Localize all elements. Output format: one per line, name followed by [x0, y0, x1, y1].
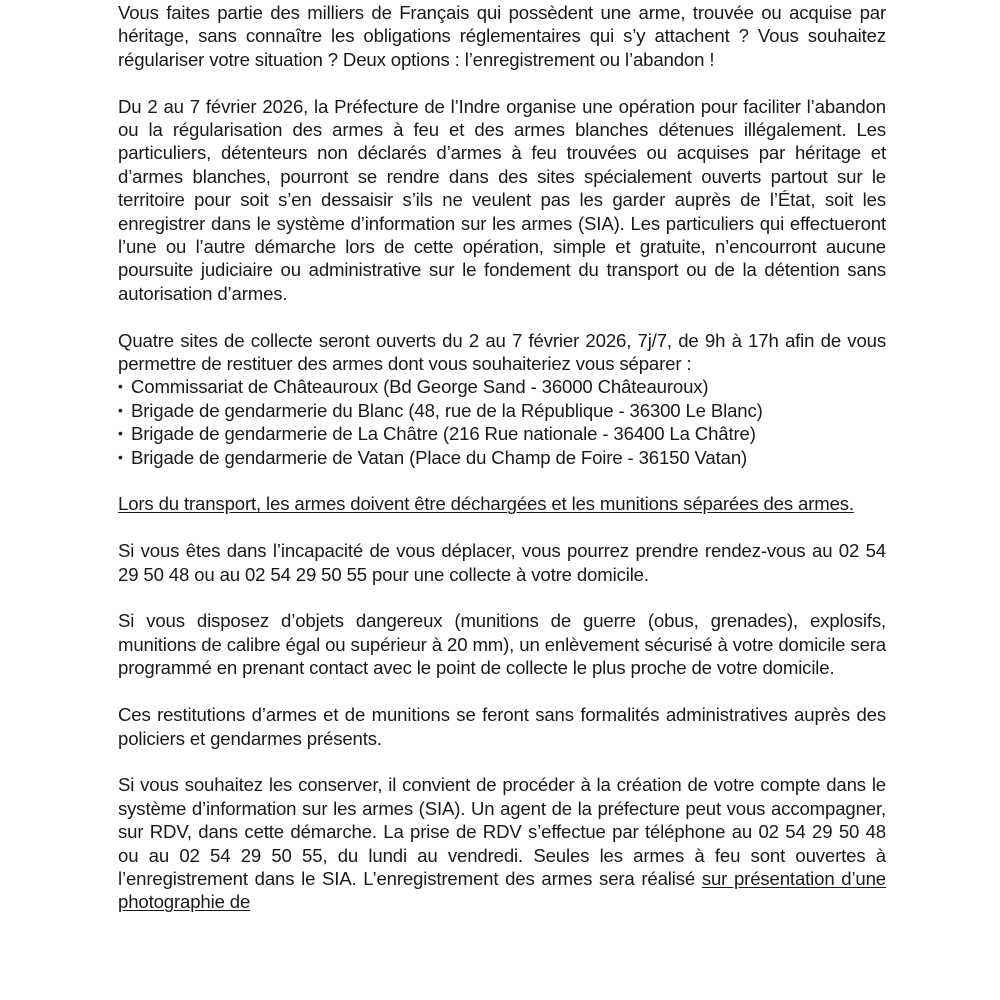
- sites-intro-paragraph: Quatre sites de collecte seront ouverts du 2 au 7 février 2026, 7j/7, de 9h à 17h afin de vous permettre de restituer des armes dont vous souhaiteriez vous séparer :: [118, 329, 886, 375]
- collection-sites-list: [118, 375, 886, 469]
- dangerous-objects-paragraph: Si vous disposez d’objets dangereux (munitions de guerre (obus, grenades), explosifs, munitions de calibre égal ou supérieur à 20 mm), un enlèvement sécurisé à votre domicile sera programmé en prenant contact avec le point de collecte le plus proche de votre domicile.: [118, 610, 886, 679]
- keep-weapons-text: Si vous souhaitez les conserver, il convient de procéder à la création de votre compte dans le système d’information sur les armes (SIA). Un agent de la préfecture peut vous accompagner, sur RDV, dans cette démarche. La prise de RDV s’effectue par téléphone au 02 54 29 50 48 ou au 02 54 29 50 55, du lundi au vendredi. Seules les armes à feu sont ouvertes à l’enregistrement dans le SIA. L’enregistrement des armes sera réalisé: [118, 774, 886, 889]
- site-label: Brigade de gendarmerie de La Châtre (216 Rue nationale - 36400 La Châtre): [131, 423, 756, 445]
- site-label: Brigade de gendarmerie du Blanc (48, rue de la République - 36300 Le Blanc): [131, 399, 763, 421]
- document-page: [118, 0, 886, 937]
- list-item: [118, 399, 886, 422]
- no-formalities-paragraph: Ces restitutions d’armes et de munitions se feront sans formalités administratives auprès des policiers et gendarmes présents.: [118, 704, 886, 749]
- list-item: [118, 446, 886, 469]
- bullet-icon: •: [118, 448, 123, 465]
- intro-paragraph: Vous faites partie des milliers de Français qui possèdent une arme, trouvée ou acquise par héritage, sans connaître les obligations réglementaires qui s’y attachent ? Vous souhaitez régulariser votre situation ? Deux options : l’enregistrement ou l’abandon !: [118, 2, 886, 70]
- transport-warning: Lors du transport, les armes doivent être déchargées et les munitions séparées des armes.: [118, 493, 854, 515]
- keep-weapons-paragraph: [118, 773, 886, 913]
- bullet-icon: •: [118, 401, 123, 418]
- home-collection-paragraph: Si vous êtes dans l’incapacité de vous déplacer, vous pourrez prendre rendez-vous au 02 54 29 50 48 ou au 02 54 29 50 55 pour une collecte à votre domicile.: [118, 540, 886, 585]
- list-item: [118, 375, 886, 398]
- operation-paragraph: Du 2 au 7 février 2026, la Préfecture de l’Indre organise une opération pour faciliter l’abandon ou la régularisation des armes à feu et des armes blanches détenues illégalement. Les particuliers, détenteurs non déclarés d’armes à feu trouvées ou acquises par héritage et d’armes blanches, pourront se rendre dans des sites spécialement ouverts partout sur le territoire pour soit s’en dessaisir s’ils ne veulent pas les garder auprès de l’État, soit les enregistrer dans le système d’information sur les armes (SIA). Les particuliers qui effectueront l’une ou l’autre démarche lors de cette opération, simple et gratuite, n’encourront aucune poursuite judiciaire ou administrative sur le fondement du transport ou de la détention sans autorisation d’armes.: [118, 95, 886, 304]
- bullet-icon: •: [118, 378, 123, 395]
- site-label: Brigade de gendarmerie de Vatan (Place du Champ de Foire - 36150 Vatan): [131, 446, 748, 468]
- site-label: Commissariat de Châteauroux (Bd George Sand - 36000 Châteauroux): [131, 376, 709, 398]
- list-item: [118, 422, 886, 445]
- keep-weapons-underlined-text: sur présentation d’une photographie de: [118, 867, 887, 913]
- bullet-icon: •: [118, 425, 123, 442]
